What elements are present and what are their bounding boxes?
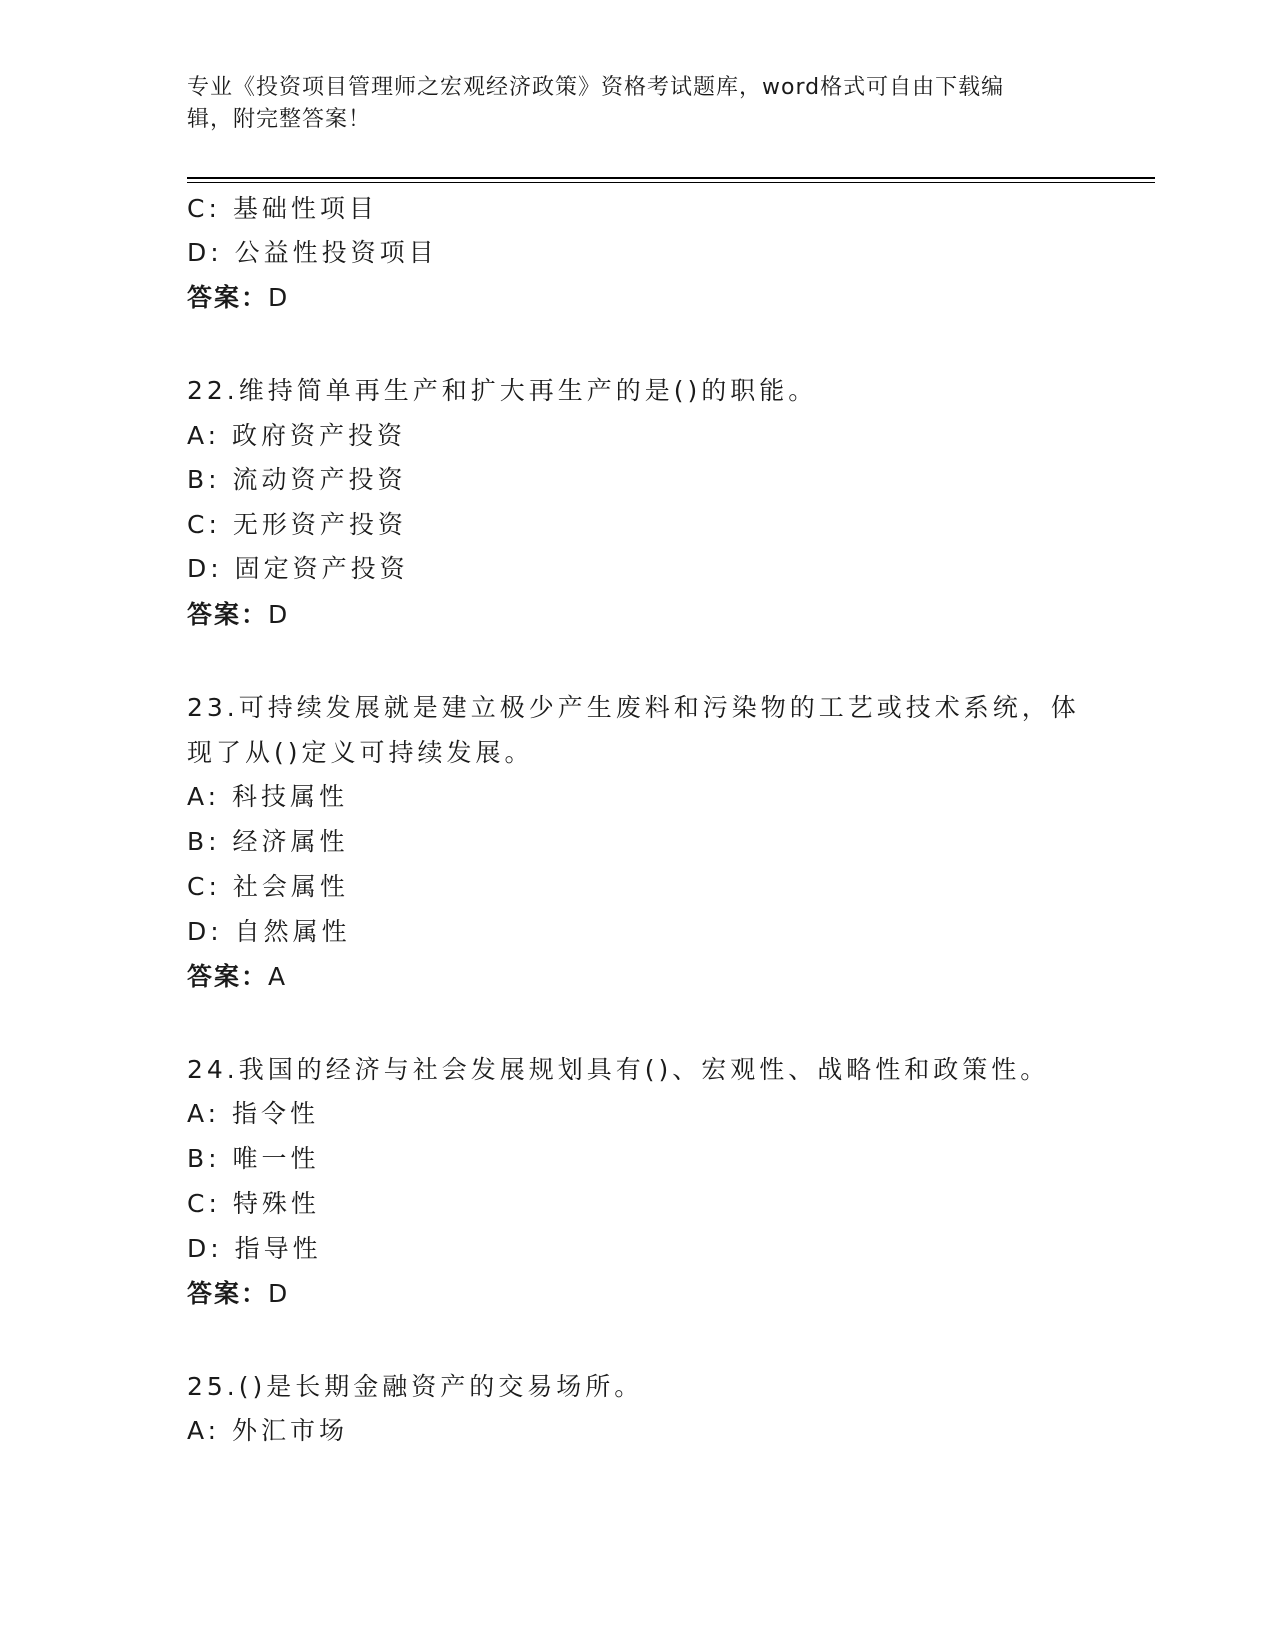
q21-answer: [187, 281, 289, 315]
q25-stem: 25.()是长期金融资产的交易场所。: [187, 1372, 644, 1401]
q24-option-c: C: 特殊性: [187, 1189, 320, 1218]
header-divider-thick: [187, 177, 1155, 179]
intro-line-2: 辑，附完整答案！: [187, 107, 372, 132]
q24-option-a: A: 指令性: [187, 1099, 320, 1128]
q23-option-a: A: 科技属性: [187, 782, 349, 811]
document-intro: [187, 72, 1067, 136]
q24-stem: 24.我国的经济与社会发展规划具有()、宏观性、战略性和政策性。: [187, 1055, 1050, 1084]
header-divider-thin: [187, 182, 1155, 183]
answer-label: 答案：: [187, 962, 269, 991]
q22-option-a: A: 政府资产投资: [187, 421, 407, 450]
answer-value: D: [268, 600, 290, 629]
intro-line-1: 专业《投资项目管理师之宏观经济政策》资格考试题库，word格式可自由下载编: [187, 75, 1005, 100]
q22-option-d: D: 固定资产投资: [187, 554, 409, 583]
q24-option-d: D: 指导性: [187, 1234, 322, 1263]
q23-option-d: D: 自然属性: [187, 917, 351, 946]
q21-option-d: D: 公益性投资项目: [187, 238, 438, 267]
q22-stem: 22.维持简单再生产和扩大再生产的是()的职能。: [187, 376, 818, 405]
answer-label: 答案：: [187, 1279, 269, 1308]
q23-stem-line-1: 23.可持续发展就是建立极少产生废料和污染物的工艺或技术系统，体: [187, 693, 1080, 722]
q24-option-b: B: 唯一性: [187, 1144, 320, 1173]
q23-answer: [187, 960, 287, 994]
answer-value: D: [268, 283, 290, 312]
q22-option-c: C: 无形资产投资: [187, 510, 407, 539]
answer-label: 答案：: [187, 600, 269, 629]
q23-option-b: B: 经济属性: [187, 827, 349, 856]
answer-value: A: [268, 962, 288, 991]
answer-value: D: [268, 1279, 290, 1308]
q23-option-c: C: 社会属性: [187, 872, 349, 901]
q25-option-a: A: 外汇市场: [187, 1416, 349, 1445]
q22-answer: [187, 598, 289, 632]
answer-label: 答案：: [187, 283, 269, 312]
q22-option-b: B: 流动资产投资: [187, 465, 407, 494]
q21-option-c: C: 基础性项目: [187, 194, 378, 223]
q24-answer: [187, 1277, 289, 1311]
q23-stem-line-2: 现了从()定义可持续发展。: [187, 738, 534, 767]
